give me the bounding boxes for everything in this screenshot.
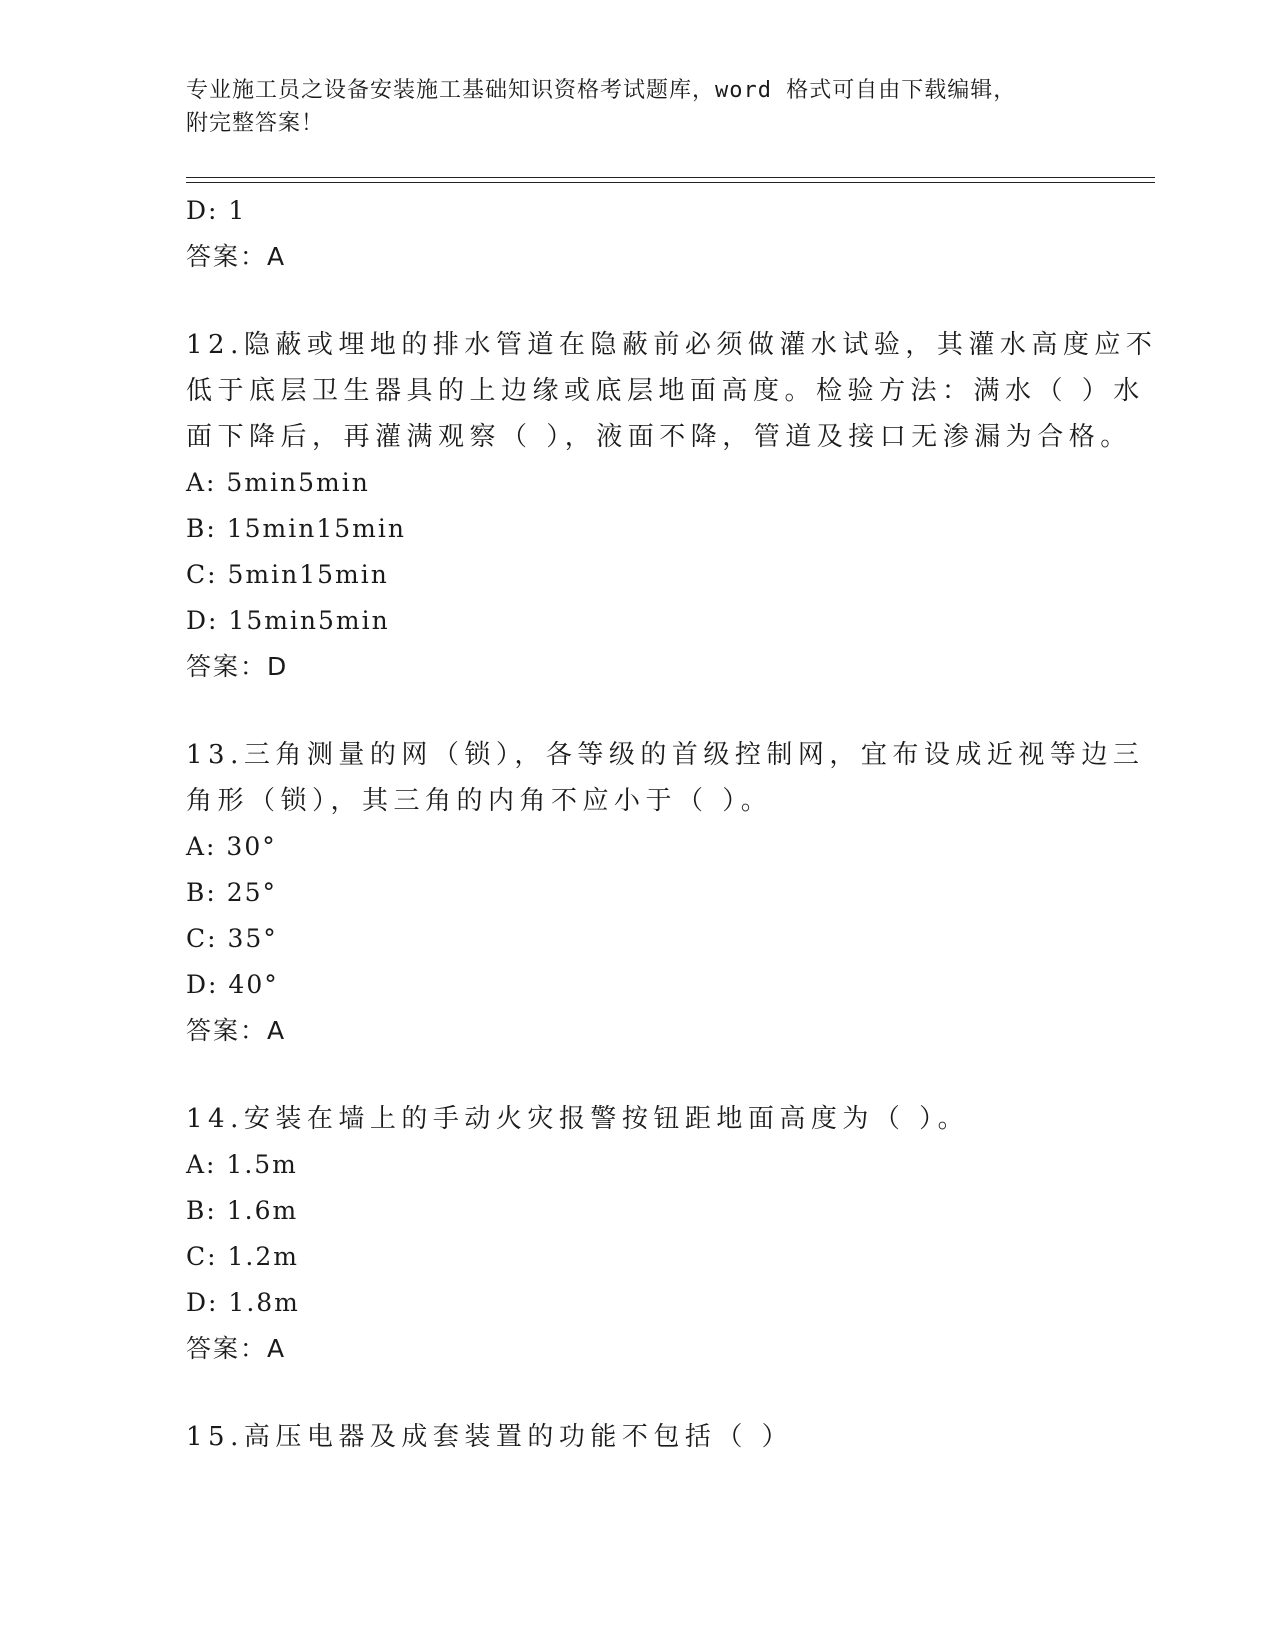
answer: 答案：A	[186, 1334, 287, 1363]
document-header	[186, 74, 1066, 140]
question-stem-line: 低于底层卫生器具的上边缘或底层地面高度。检验方法：满水（ ）水	[186, 376, 1145, 406]
header-line-1: 专业施工员之设备安装施工基础知识资格考试题库，word 格式可自由下载编辑，	[186, 78, 1017, 103]
question-stem-line: 14.安装在墙上的手动火灾报警按钮距地面高度为（ ）。	[186, 1104, 970, 1134]
option-d: D: 40°	[186, 970, 279, 999]
question-11-tail	[186, 188, 1086, 280]
question-12	[186, 322, 1158, 690]
question-15	[186, 1414, 1086, 1460]
option-d: D: 1	[186, 196, 247, 225]
option-b: B: 15min15min	[186, 514, 406, 543]
question-stem-line: 角形（锁），其三角的内角不应小于（ ）。	[186, 786, 773, 816]
option-c: C: 1.2m	[186, 1242, 299, 1271]
option-c: C: 5min15min	[186, 560, 389, 589]
question-stem-line: 面下降后，再灌满观察（ ），液面不降，管道及接口无渗漏为合格。	[186, 422, 1132, 452]
question-stem-line: 13.三角测量的网（锁），各等级的首级控制网，宜布设成近视等边三	[186, 740, 1145, 770]
option-b: B: 1.6m	[186, 1196, 299, 1225]
option-a: A: 5min5min	[186, 468, 370, 497]
header-line-2: 附完整答案！	[186, 111, 325, 136]
answer: 答案：A	[186, 242, 287, 271]
option-b: B: 25°	[186, 878, 278, 907]
option-d: D: 15min5min	[186, 606, 390, 635]
header-divider	[186, 177, 1155, 183]
document-body	[186, 188, 1158, 1460]
question-14	[186, 1096, 1086, 1372]
answer: 答案：A	[186, 1016, 287, 1045]
option-a: A: 30°	[186, 832, 277, 861]
question-stem-line: 15.高压电器及成套装置的功能不包括（ ）	[186, 1422, 794, 1452]
option-c: C: 35°	[186, 924, 278, 953]
option-d: D: 1.8m	[186, 1288, 300, 1317]
option-a: A: 1.5m	[186, 1150, 298, 1179]
answer: 答案：D	[186, 652, 289, 681]
question-13	[186, 732, 1145, 1054]
question-stem-line: 12.隐蔽或埋地的排水管道在隐蔽前必须做灌水试验，其灌水高度应不	[186, 330, 1158, 360]
